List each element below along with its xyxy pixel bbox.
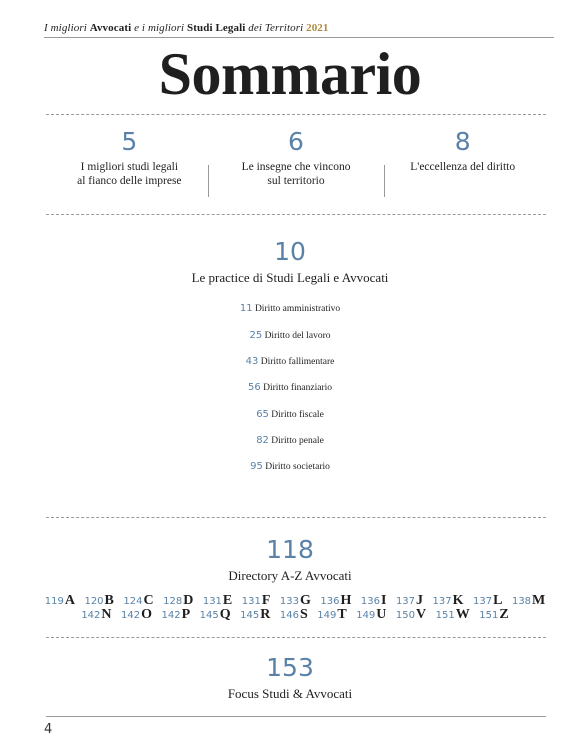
alpha-letter: H xyxy=(340,593,352,608)
alpha-letter: G xyxy=(300,593,311,608)
dashed-divider-4 xyxy=(46,637,546,638)
alpha-entry[interactable] xyxy=(320,593,357,608)
practice-item[interactable] xyxy=(0,330,580,342)
focus-page-number: 153 xyxy=(266,653,314,682)
alpha-entry[interactable] xyxy=(473,593,508,608)
practice-page-number: 10 xyxy=(274,237,306,266)
alpha-page: 149 xyxy=(317,610,337,621)
section-page-number: 8 xyxy=(454,127,471,156)
footer-rule xyxy=(46,716,546,717)
alpha-letter: W xyxy=(455,607,470,622)
practice-item-label: Diritto amministrativo xyxy=(254,304,341,314)
alpha-page: 142 xyxy=(161,610,181,621)
alpha-entry[interactable] xyxy=(280,607,314,622)
alpha-page: 137 xyxy=(473,596,493,607)
alpha-letter: S xyxy=(299,607,308,622)
practice-item-label: Diritto fallimentare xyxy=(260,357,335,367)
alpha-page: 133 xyxy=(279,596,300,607)
alpha-page: 145 xyxy=(240,610,260,621)
directory-section-heading[interactable] xyxy=(0,536,580,584)
column-separator xyxy=(384,165,385,197)
practice-item-page: 11 xyxy=(239,303,253,314)
practice-item-label: Diritto societario xyxy=(265,462,330,472)
practice-item-page: 43 xyxy=(245,356,259,367)
alpha-entry[interactable] xyxy=(121,607,158,622)
alpha-entry[interactable] xyxy=(240,607,276,622)
alpha-letter: E xyxy=(222,593,233,608)
alpha-letter: V xyxy=(416,607,427,622)
page-title: Sommario xyxy=(158,41,422,107)
focus-section-heading[interactable] xyxy=(0,654,580,702)
alpha-letter: D xyxy=(183,593,194,608)
practice-item-label: Diritto del lavoro xyxy=(264,331,331,341)
section-page-number: 5 xyxy=(121,127,138,156)
practice-item[interactable] xyxy=(0,356,580,368)
alpha-page: 150 xyxy=(395,610,416,621)
alpha-page: 120 xyxy=(84,596,104,607)
practice-item-page: 82 xyxy=(256,435,269,446)
alpha-page: 131 xyxy=(241,596,261,607)
alpha-letter: F xyxy=(261,593,271,608)
practice-item[interactable] xyxy=(0,409,580,421)
alpha-entry[interactable] xyxy=(433,593,470,608)
alpha-entry[interactable] xyxy=(81,607,117,622)
header-year: 2021 xyxy=(306,22,329,34)
alpha-letter: N xyxy=(101,607,112,622)
practice-item[interactable] xyxy=(0,461,580,473)
practice-item-page: 25 xyxy=(249,330,263,341)
alpha-letter: K xyxy=(452,593,464,608)
alpha-letter: M xyxy=(532,593,546,608)
alphabet-index-row-2 xyxy=(40,607,550,624)
alpha-entry[interactable] xyxy=(479,607,508,622)
directory-title: Directory A-Z Avvocati xyxy=(228,568,352,583)
alpha-letter: C xyxy=(143,593,154,608)
alpha-entry[interactable] xyxy=(396,607,432,622)
alpha-letter: Q xyxy=(219,607,231,622)
practice-item-page: 56 xyxy=(248,382,261,393)
practice-item-page: 95 xyxy=(250,461,263,472)
section-entry[interactable] xyxy=(213,128,380,188)
alpha-page: 142 xyxy=(81,610,101,621)
alpha-entry[interactable] xyxy=(512,593,545,608)
column-separator xyxy=(208,165,209,197)
alpha-letter: R xyxy=(260,607,271,622)
alpha-entry[interactable] xyxy=(162,607,197,622)
alpha-page: 128 xyxy=(163,596,183,607)
alpha-page: 136 xyxy=(320,596,340,607)
alpha-page: 149 xyxy=(356,610,376,621)
alpha-entry[interactable] xyxy=(317,607,352,622)
alpha-entry[interactable] xyxy=(242,593,277,608)
practice-item[interactable] xyxy=(0,435,580,447)
section-page-number: 6 xyxy=(288,127,304,156)
header-text-2: Avvocati xyxy=(89,22,132,34)
section-entry[interactable] xyxy=(46,128,213,188)
alpha-page: 119 xyxy=(44,596,64,607)
alpha-letter: L xyxy=(493,593,503,608)
section-title: I migliori studi legali al fianco delle imprese xyxy=(77,161,182,187)
alpha-entry[interactable] xyxy=(123,593,159,608)
alpha-letter: T xyxy=(337,607,347,622)
practice-title: Le practice di Studi Legali e Avvocati xyxy=(191,270,389,285)
header-text-1: I migliori xyxy=(44,22,90,34)
alpha-letter: I xyxy=(380,593,387,608)
alpha-entry[interactable] xyxy=(280,593,317,608)
alpha-letter: O xyxy=(141,607,153,622)
alpha-entry[interactable] xyxy=(84,593,119,608)
alpha-page: 136 xyxy=(360,596,380,607)
section-entry[interactable] xyxy=(379,128,546,188)
practice-item[interactable] xyxy=(0,303,580,315)
alpha-letter: Z xyxy=(499,607,509,622)
alpha-page: 138 xyxy=(511,596,532,607)
practice-item[interactable] xyxy=(0,382,580,394)
practice-item-label: Diritto fiscale xyxy=(271,410,324,420)
alpha-letter: B xyxy=(104,593,114,608)
section-title: Le insegne che vincono sul territorio xyxy=(241,161,351,187)
practice-item-label: Diritto penale xyxy=(271,436,324,446)
header-text-5: dei Territori xyxy=(245,22,307,34)
alpha-letter: A xyxy=(64,593,75,608)
practice-item-page: 65 xyxy=(256,409,269,420)
alpha-letter: U xyxy=(376,607,387,622)
header-text-4: Studi Legali xyxy=(187,22,246,34)
header-text-3: e i migliori xyxy=(131,22,188,34)
top-sections xyxy=(46,128,546,188)
alpha-page: 124 xyxy=(123,596,143,607)
dashed-divider-3 xyxy=(46,517,546,518)
focus-title: Focus Studi & Avvocati xyxy=(227,686,353,701)
page-number: 4 xyxy=(44,722,53,737)
dashed-divider-1 xyxy=(46,114,546,115)
alpha-entry[interactable] xyxy=(361,593,393,608)
alpha-page: 145 xyxy=(199,610,219,621)
alpha-page: 146 xyxy=(279,610,299,621)
alpha-page: 151 xyxy=(435,610,455,621)
practice-section-heading[interactable] xyxy=(0,238,580,286)
practice-item-label: Diritto finanziario xyxy=(263,383,332,393)
section-title: L'eccellenza del diritto xyxy=(410,161,516,173)
alpha-entry[interactable] xyxy=(45,593,81,608)
running-header xyxy=(44,22,554,38)
alpha-page: 142 xyxy=(121,610,141,621)
alpha-page: 137 xyxy=(395,596,416,607)
alpha-entry[interactable] xyxy=(436,607,476,622)
directory-page-number: 118 xyxy=(266,535,314,564)
alpha-entry[interactable] xyxy=(356,607,392,622)
alpha-entry[interactable] xyxy=(396,593,429,608)
alpha-page: 137 xyxy=(432,596,452,607)
alpha-page: 151 xyxy=(479,610,499,621)
alpha-entry[interactable] xyxy=(203,593,238,608)
alpha-entry[interactable] xyxy=(163,593,199,608)
alpha-letter: J xyxy=(416,593,424,608)
alpha-entry[interactable] xyxy=(200,607,237,622)
dashed-divider-2 xyxy=(46,214,546,215)
alpha-letter: P xyxy=(181,607,191,622)
alpha-page: 131 xyxy=(202,596,222,607)
